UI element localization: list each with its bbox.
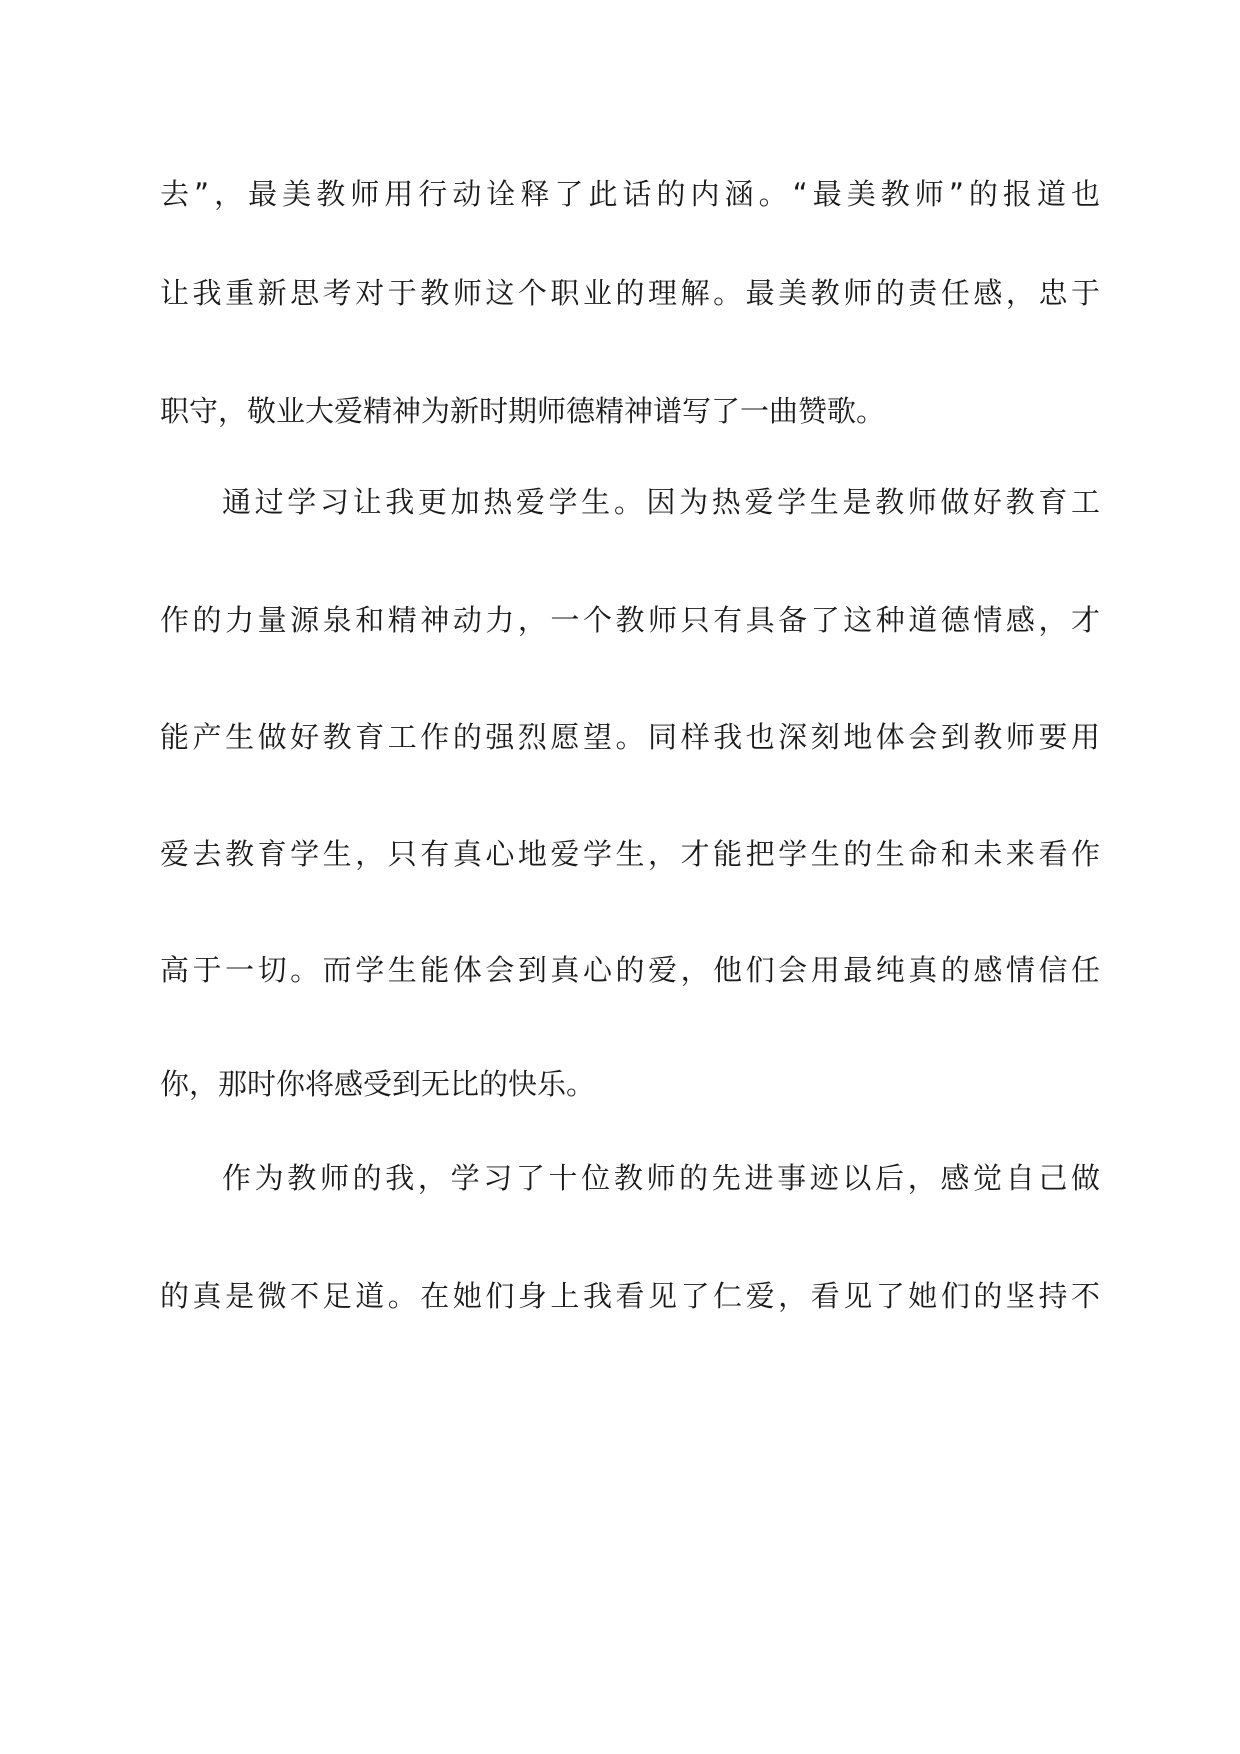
paragraph-start-line: 作为教师的我，学习了十位教师的先进事迹以后，感觉自己做 — [222, 1161, 1100, 1195]
text-line-7: 爱去教育学生，只有真心地爱学生，才能把学生的生命和未来看作 — [160, 837, 1100, 871]
text-line-11: 的真是微不足道。在她们身上我看见了仁爱，看见了她们的坚持不 — [160, 1279, 1100, 1313]
text-line-3: 职守，敬业大爱精神为新时期师德精神谱写了一曲赞歌。 — [160, 394, 886, 428]
text-line-5: 作的力量源泉和精神动力，一个教师只有具备了这种道德情感，才 — [160, 603, 1100, 637]
text-line-2: 让我重新思考对于教师这个职业的理解。最美教师的责任感，忠于 — [160, 276, 1100, 310]
text-line-9: 你，那时你将感受到无比的快乐。 — [160, 1067, 596, 1101]
text-line-6: 能产生做好教育工作的强烈愿望。同样我也深刻地体会到教师要用 — [160, 720, 1100, 754]
text-line-8: 高于一切。而学生能体会到真心的爱，他们会用最纯真的感情信任 — [160, 953, 1100, 987]
paragraph-start-line: 通过学习让我更加热爱学生。因为热爱学生是教师做好教育工 — [222, 485, 1100, 519]
text-line-1: 去”，最美教师用行动诠释了此话的内涵。“最美教师”的报道也 — [160, 177, 1100, 211]
